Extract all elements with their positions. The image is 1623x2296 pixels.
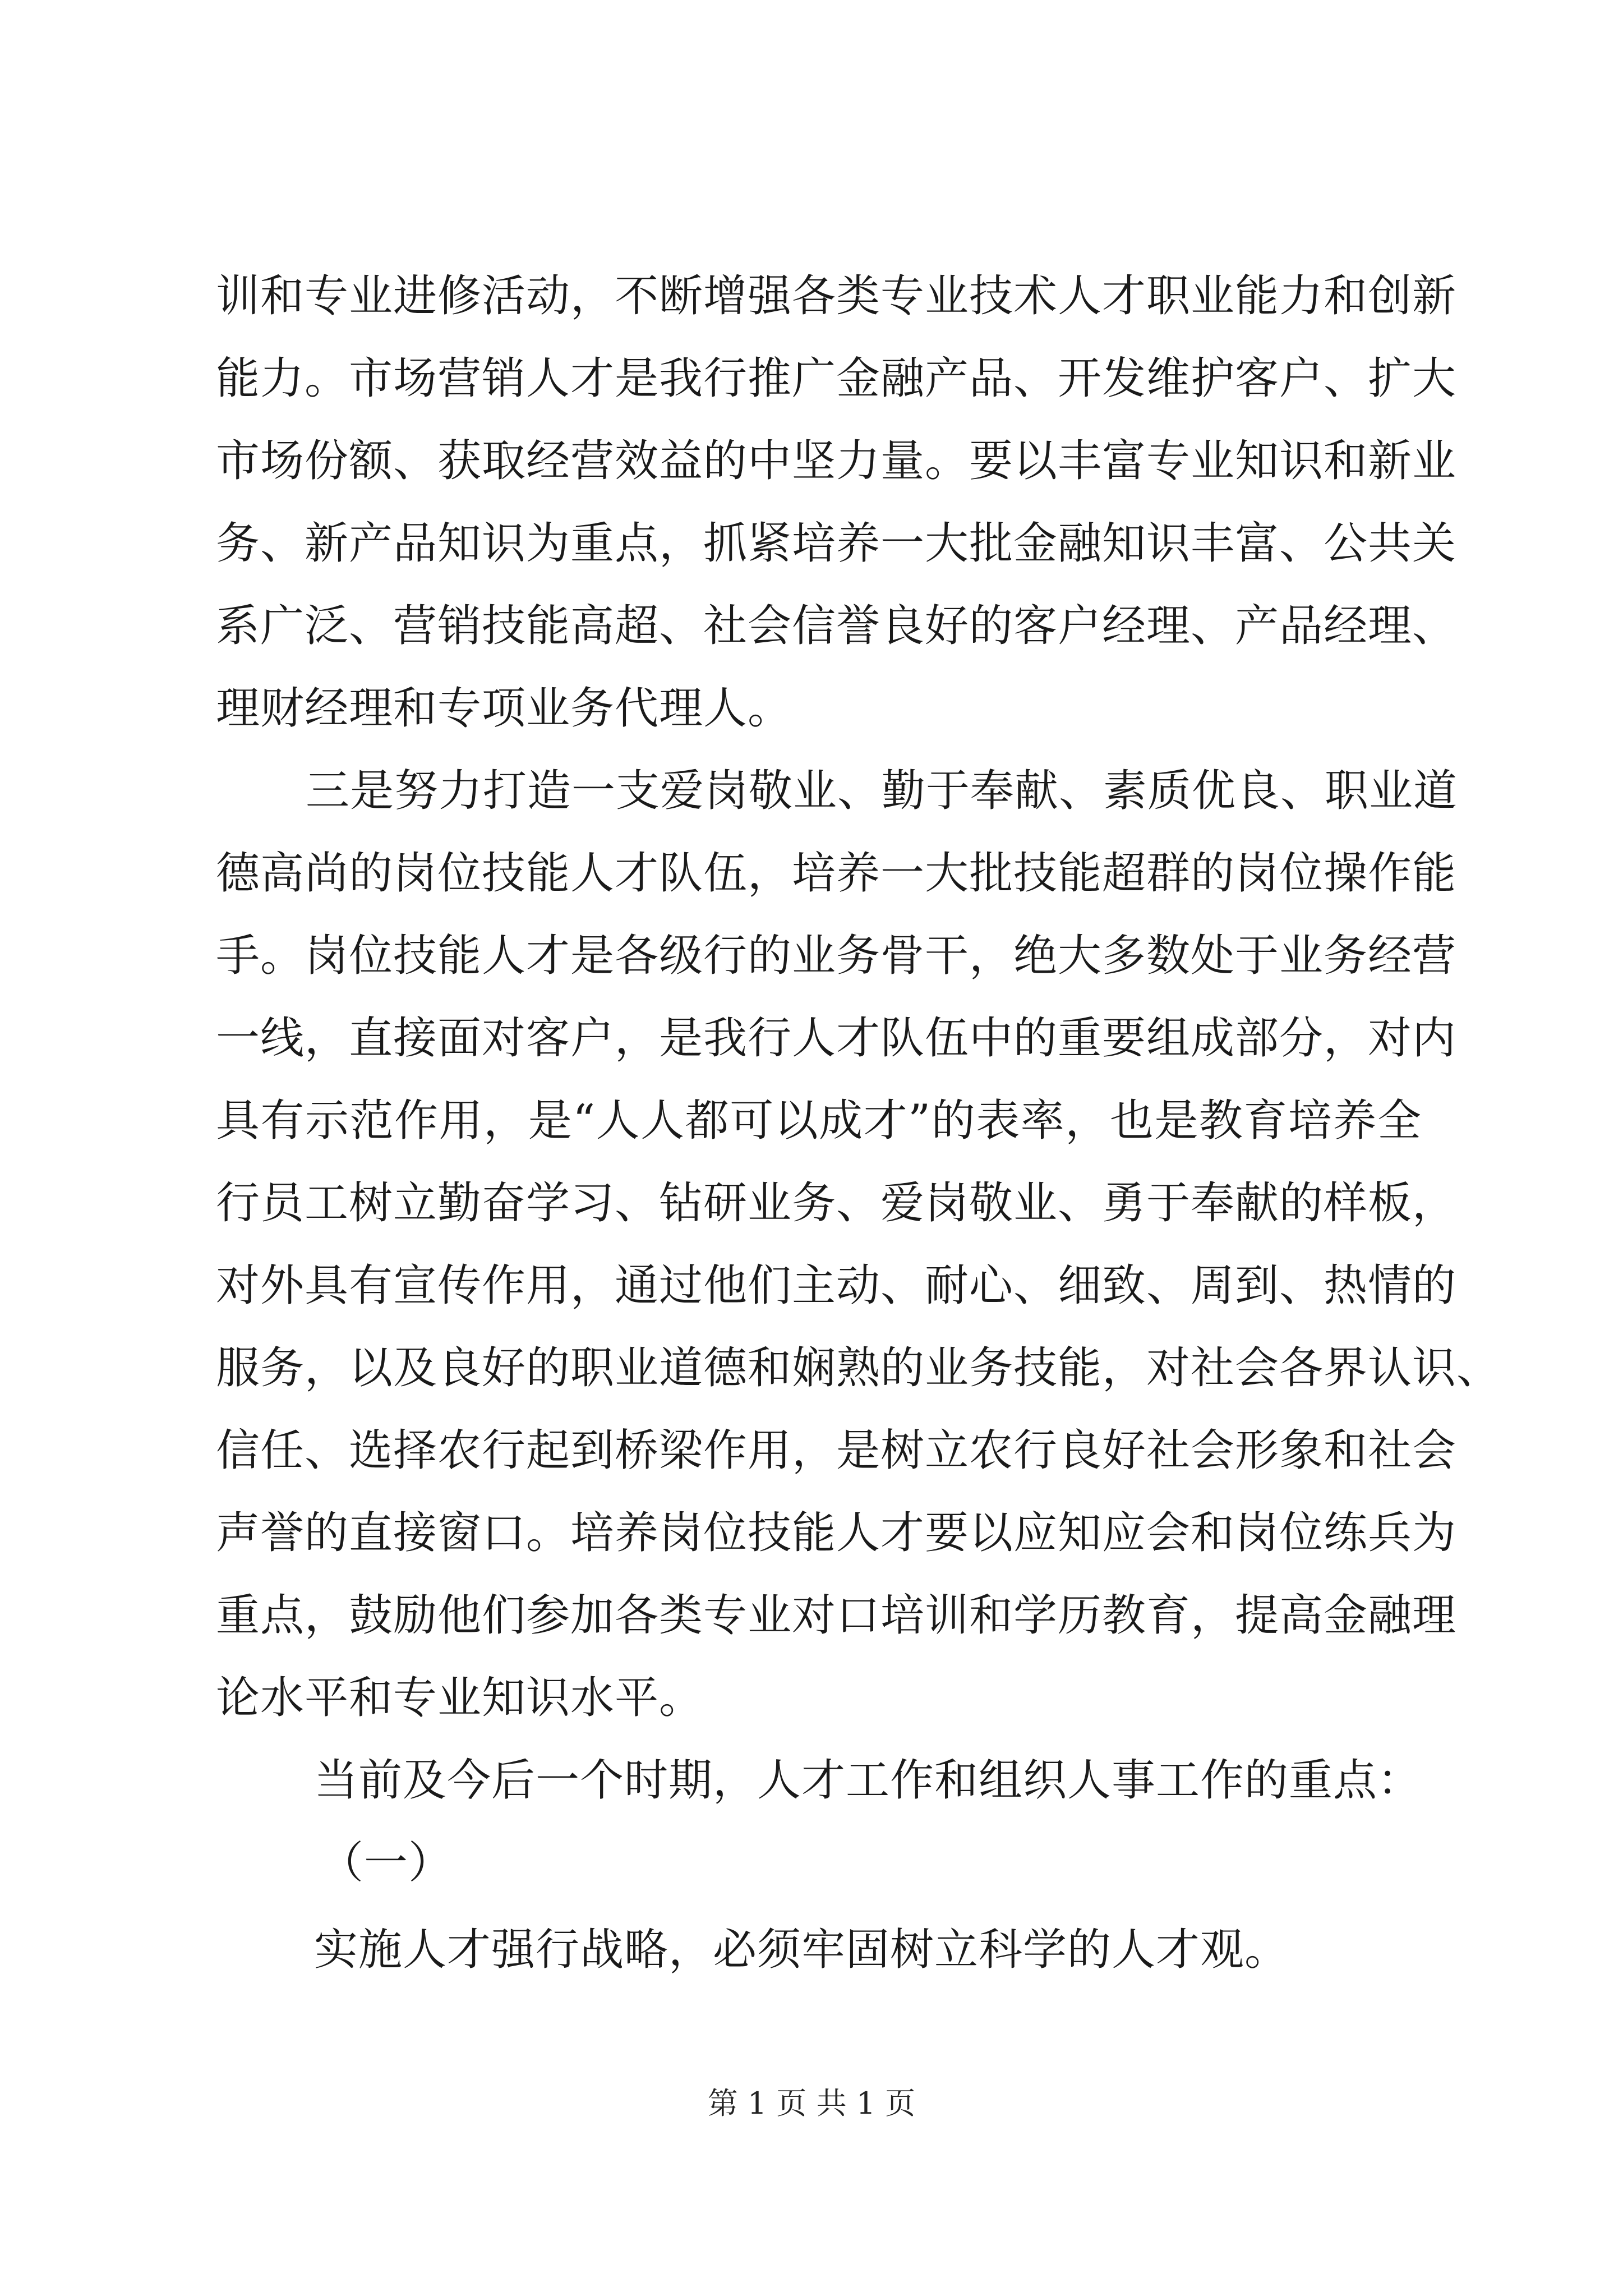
section-number: （一） [320, 1838, 453, 1888]
text-line: 具有示范作用，是“人人都可以成才”的表率，也是教育培养全 [216, 1096, 1422, 1146]
text-line: 信任、选择农行起到桥梁作用，是树立农行良好社会形象和社会 [216, 1425, 1457, 1476]
section-intro-line: 当前及今后一个时期，人才工作和组织人事工作的重点： [314, 1755, 1422, 1806]
text-line: 务、新产品知识为重点，抓紧培养一大批金融知识丰富、公共关 [216, 518, 1457, 569]
text-line: 德高尚的岗位技能人才队伍，培养一大批技能超群的岗位操作能 [216, 848, 1457, 899]
text-line: 市场份额、获取经营效益的中坚力量。要以丰富专业知识和新业 [216, 436, 1457, 486]
text-line: 论水平和专业知识水平。 [216, 1673, 704, 1723]
text-line: 对外具有宣传作用，通过他们主动、耐心、细致、周到、热情的 [216, 1260, 1457, 1311]
text-line: 能力。市场营销人才是我行推广金融产品、开发维护客户、扩大 [216, 353, 1457, 404]
page-footer: 第 1 页 共 1 页 [707, 2086, 916, 2121]
text-line: 服务，以及良好的职业道德和娴熟的业务技能，对社会各界认识、 [216, 1343, 1501, 1393]
section-heading-line: 实施人才强行战略，必须牢固树立科学的人才观。 [314, 1925, 1289, 1975]
text-line: 一线，直接面对客户，是我行人才队伍中的重要组成部分，对内 [216, 1013, 1457, 1064]
text-line: 系广泛、营销技能高超、社会信誉良好的客户经理、产品经理、 [216, 601, 1457, 651]
text-line: 声誉的直接窗口。培养岗位技能人才要以应知应会和岗位练兵为 [216, 1508, 1457, 1558]
paragraph-start-line: 三是努力打造一支爱岗敬业、勤于奉献、素质优良、职业道 [306, 766, 1458, 816]
text-line: 理财经理和专项业务代理人。 [216, 683, 792, 734]
text-line: 行员工树立勤奋学习、钻研业务、爱岗敬业、勇于奉献的样板， [216, 1178, 1457, 1228]
text-line: 重点，鼓励他们参加各类专业对口培训和学历教育，提高金融理 [216, 1590, 1457, 1641]
text-line: 训和专业进修活动，不断增强各类专业技术人才职业能力和创新 [216, 271, 1457, 321]
document-body [216, 255, 1501, 1991]
text-line: 手。岗位技能人才是各级行的业务骨干，绝大多数处于业务经营 [216, 931, 1457, 981]
